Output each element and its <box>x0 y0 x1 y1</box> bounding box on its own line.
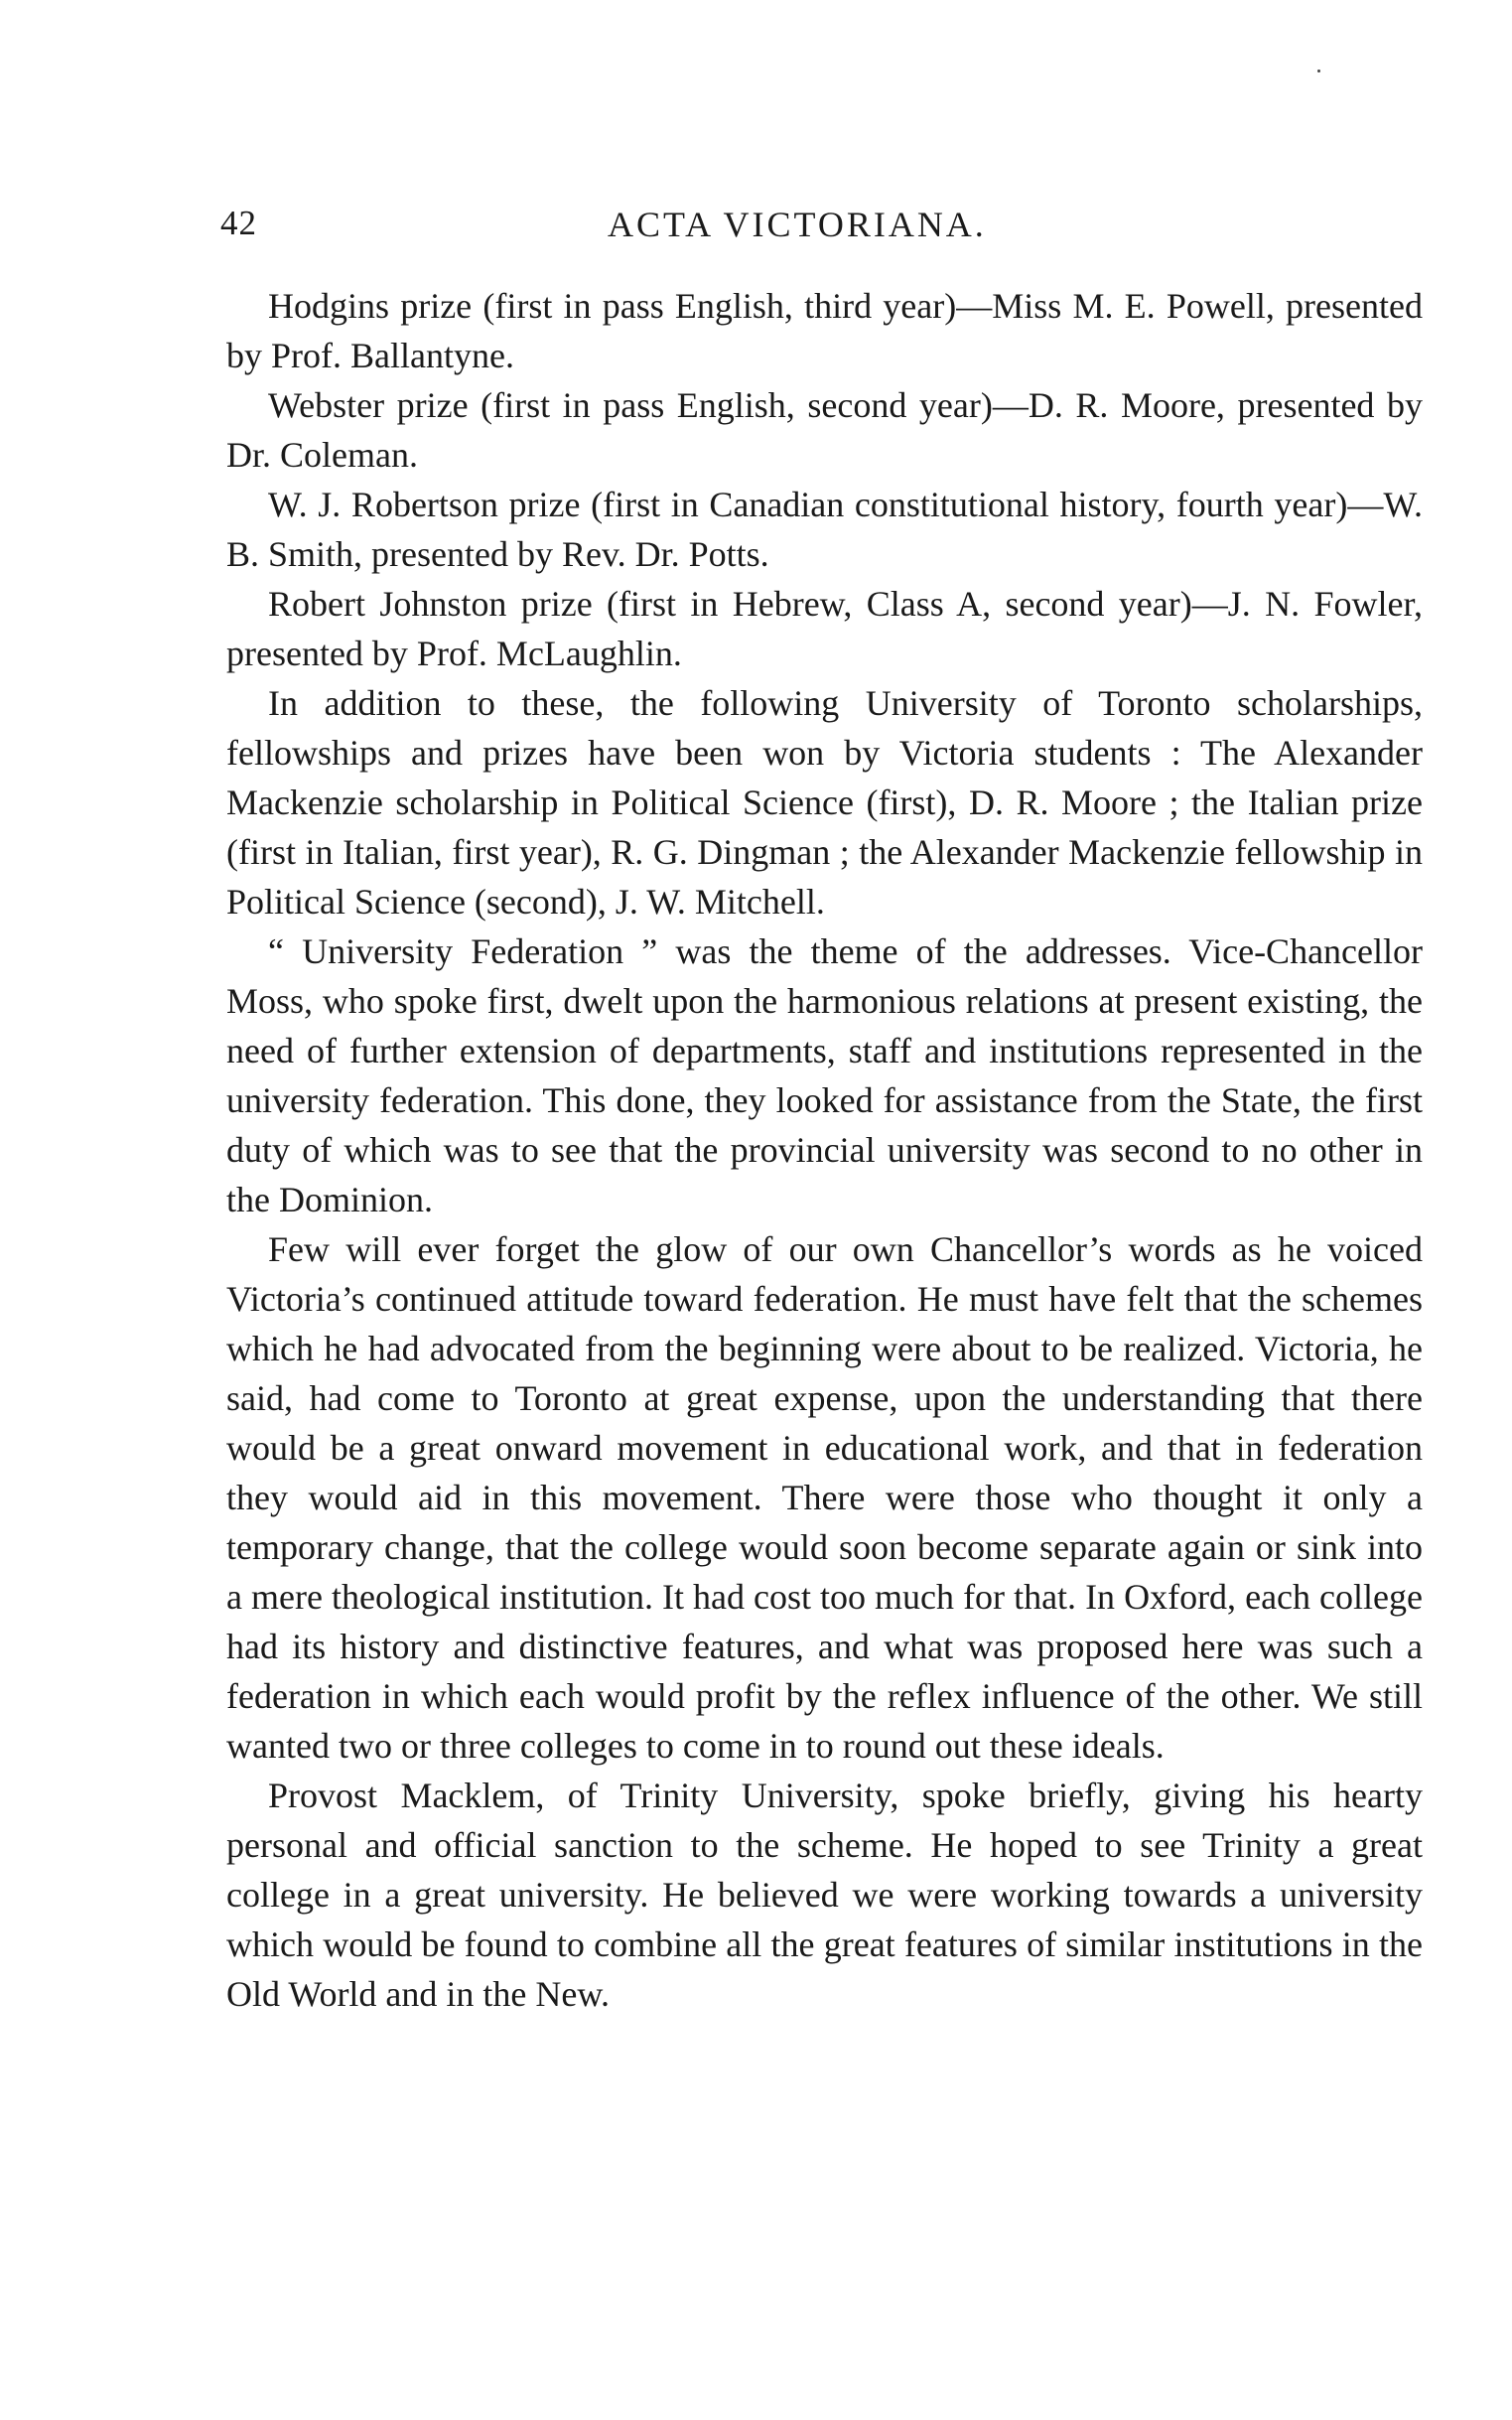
paragraph-chancellor-words: Few will ever forget the glow of our own Chancellor’s words as he voiced Victoria’s continued attitude toward federation. He must have felt that the schemes which he had advocated from the beginning were about to be realized. Victoria, he said, had come to Toronto at great expense, upon the understanding that there would be a great onward movement in educational work, and that in federation they would aid in this movement. There were those who thought it only a temporary change, that the college would soon become separate again or sink into a mere theological institution. It had cost too much for that. In Oxford, each college had its history and distinctive features, and what was proposed here was such a federation in which each would profit by the reflex influence of the other. We still wanted two or three colleges to come in to round out these ideals. <box>226 1229 1423 1766</box>
running-title: ACTA VICTORIANA. <box>608 205 987 244</box>
page-header <box>220 204 1422 253</box>
paragraph-webster-prize: Webster prize (first in pass English, second year)—D. R. Moore, presented by Dr. Coleman. <box>226 385 1423 475</box>
print-speck <box>1317 70 1320 72</box>
paragraph-robertson-prize: W. J. Robertson prize (first in Canadian constitutional history, fourth year)—W. B. Smith, presented by Rev. Dr. Potts. <box>226 485 1423 574</box>
paragraph-provost-macklem: Provost Macklem, of Trinity University, spoke briefly, giving his hearty personal and official sanction to the scheme. He hoped to see Trinity a great college in a great university. He believed we were working towards a university which would be found to combine all the great features of similar institutions in the Old World and in the New. <box>226 1776 1423 2014</box>
page-number: 42 <box>220 204 257 242</box>
paragraph-university-federation: “ University Federation ” was the theme of the addresses. Vice-Chancellor Moss, who spoke first, dwelt upon the harmonious relations at present existing, the need of further extension of departments, staff and institutions represented in the university federation. This done, they looked for assistance from the State, the first duty of which was to see that the provincial university was second to no other in the Dominion. <box>226 931 1423 1219</box>
paragraph-toronto-scholarships: In addition to these, the following University of Toronto scholarships, fellowships and prizes have been won by Victoria students : The Alexander Mackenzie scholarship in Political Science (first), D. R. Moore ; the Italian prize (first in Italian, first year), R. G. Dingman ; the Alexander Mackenzie fellowship in Political Science (second), J. W. Mitchell. <box>226 683 1423 922</box>
body-text <box>226 281 1423 2019</box>
paragraph-johnston-prize: Robert Johnston prize (first in Hebrew, Class A, second year)—J. N. Fowler, presented by Prof. McLaughlin. <box>226 584 1423 673</box>
paragraph-hodgins-prize: Hodgins prize (first in pass English, third year)—Miss M. E. Powell, presented by Prof. Ballantyne. <box>226 286 1423 375</box>
